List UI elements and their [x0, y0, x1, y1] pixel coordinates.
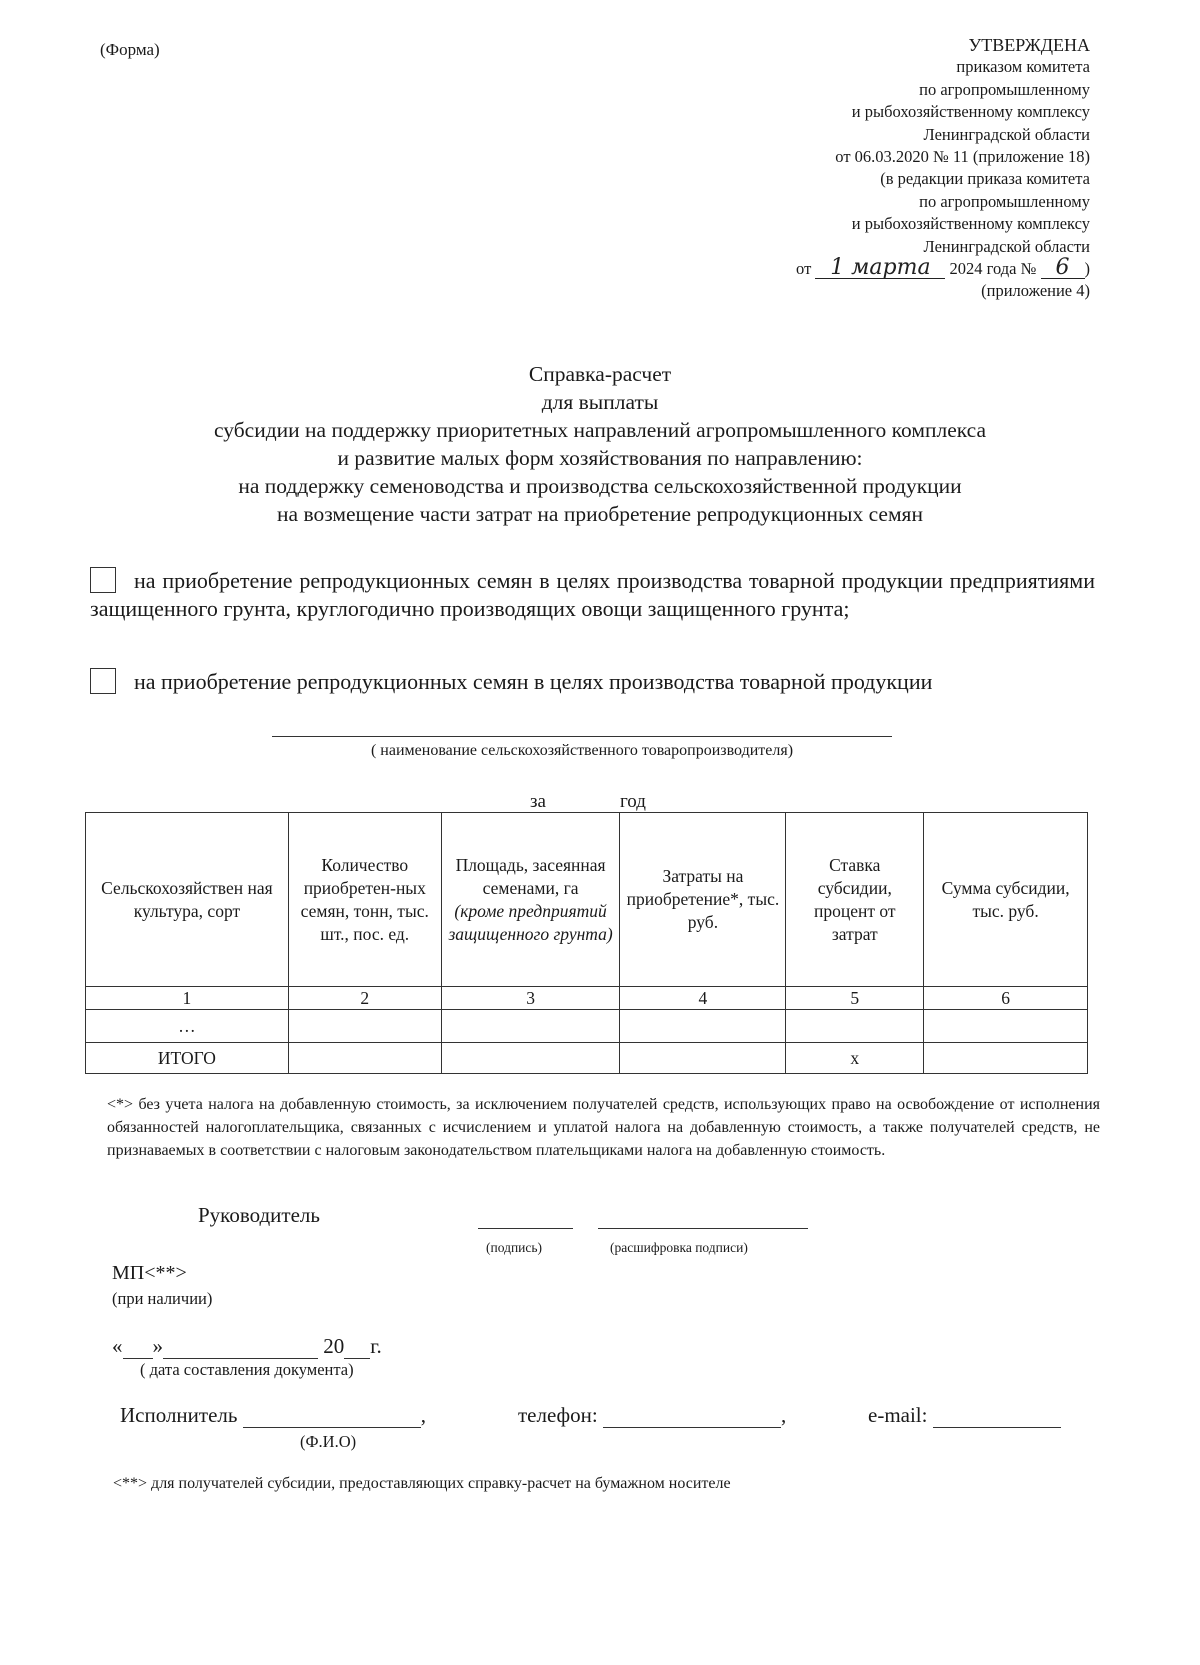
- phone-comma: ,: [780, 1403, 787, 1427]
- date-caption: ( дата составления документа): [140, 1360, 354, 1379]
- table-cell[interactable]: [620, 1010, 786, 1043]
- table-cell[interactable]: [786, 1010, 924, 1043]
- option-greenhouse-label: на приобретение репродукционных семян в целях производства товарной продукции предприятиями защищенного грунта, круглогодично производящих овощи защищенного грунта;: [90, 568, 1095, 621]
- phone-blank[interactable]: [603, 1409, 781, 1428]
- header-crop: Сельскохозяйствен ная культура, сорт: [86, 813, 289, 987]
- total-label: ИТОГО: [86, 1043, 289, 1074]
- table-header-row: [86, 813, 1088, 987]
- approved-line: (в редакции приказа комитета: [880, 169, 1090, 189]
- document-date: [112, 1334, 382, 1359]
- header-costs: Затраты на приобретение*, тыс. руб.: [620, 813, 786, 987]
- form-label: (Форма): [100, 40, 160, 59]
- amendment-line: [650, 255, 1090, 281]
- appendix-label: (приложение 4): [981, 281, 1090, 301]
- date-quote-open: «: [112, 1334, 123, 1358]
- table-cell[interactable]: [441, 1043, 620, 1074]
- period-god: год: [619, 791, 646, 812]
- email-field: [868, 1403, 1061, 1428]
- total-rate-mark: х: [786, 1043, 924, 1074]
- col-number: 5: [786, 987, 924, 1010]
- signature-caption: (подпись): [486, 1240, 543, 1255]
- date-month-blank[interactable]: [163, 1340, 318, 1359]
- signature-decode-caption: (расшифровка подписи): [610, 1240, 748, 1255]
- producer-caption: ( наименование сельскохозяйственного товаропроизводителя): [370, 742, 794, 759]
- amend-prefix: от: [796, 259, 812, 279]
- header-area-note: (кроме предприятий защищенного грунта): [448, 900, 613, 944]
- approved-line: по агропромышленному: [919, 79, 1090, 99]
- vat-footnote: <*> без учета налога на добавленную стоимость, за исключением получателей средств, использующих право на освобождение от исполнения обязанностей налогоплательщика, связанных с исчислением и уплатой налога на добавленную стоимость, а также получателей средств, не признаваемых в соответствии с налоговым законодательством плательщиками налога на добавленную стоимость.: [107, 1096, 1100, 1159]
- option-greenhouse: [90, 567, 1095, 623]
- title-line: для выплаты: [541, 390, 659, 414]
- date-quote-close: »: [152, 1334, 163, 1358]
- header-quantity: Количество приобретен-ных семян, тонн, тыс. шт., пос. ед.: [288, 813, 441, 987]
- executor-comma: ,: [420, 1403, 426, 1427]
- executor-field: [120, 1403, 426, 1428]
- date-year-prefix: 20: [323, 1334, 345, 1358]
- phone-label: телефон:: [518, 1403, 598, 1427]
- approved-line: Ленинградской области: [923, 236, 1090, 256]
- header-area-main: Площадь, засеянная семенами, га: [455, 854, 606, 898]
- table-row: [86, 1010, 1088, 1043]
- producer-name-line[interactable]: [272, 736, 892, 737]
- option-commercial-checkbox[interactable]: [90, 668, 116, 694]
- head-label: Руководитель: [198, 1203, 320, 1227]
- executor-label: Исполнитель: [120, 1403, 238, 1427]
- approved-line: приказом комитета: [956, 57, 1090, 77]
- paper-footnote: <**> для получателей субсидии, предоставляющих справку-расчет на бумажном носителе: [113, 1475, 731, 1492]
- title-line: на возмещение части затрат на приобретение репродукционных семян: [277, 502, 923, 526]
- table-cell[interactable]: [924, 1043, 1088, 1074]
- table-cell[interactable]: [620, 1043, 786, 1074]
- stamp-caption: (при наличии): [112, 1289, 213, 1308]
- approved-line: и рыбохозяйственному комплексу: [851, 102, 1090, 122]
- approved-title: УТВЕРЖДЕНА: [968, 35, 1090, 55]
- header-amount: Сумма субсидии, тыс. руб.: [924, 813, 1088, 987]
- col-number: 4: [620, 987, 786, 1010]
- approval-block: [650, 34, 1090, 303]
- option-commercial: [90, 668, 1095, 696]
- date-year-blank[interactable]: [344, 1340, 370, 1359]
- handwritten-number: 6: [1041, 258, 1085, 279]
- approved-line: по агропромышленному: [919, 191, 1090, 211]
- date-year-suffix: г.: [370, 1334, 382, 1358]
- table-number-row: [86, 987, 1088, 1010]
- col-number: 6: [924, 987, 1088, 1010]
- executor-blank[interactable]: [243, 1409, 421, 1428]
- fio-caption: (Ф.И.О): [300, 1432, 357, 1451]
- col-number: 3: [441, 987, 620, 1010]
- email-blank[interactable]: [933, 1409, 1061, 1428]
- period-line: [530, 791, 646, 813]
- amend-close: ): [1084, 259, 1090, 279]
- period-za: за: [530, 791, 546, 812]
- stamp-label: МП<**>: [112, 1262, 187, 1284]
- option-commercial-label: на приобретение репродукционных семян в целях производства товарной продукции: [134, 669, 933, 694]
- approved-line: и рыбохозяйственному комплексу: [851, 214, 1090, 234]
- document-title: [0, 360, 1200, 528]
- title-line: на поддержку семеноводства и производства сельскохозяйственной продукции: [238, 474, 962, 498]
- col-number: 2: [288, 987, 441, 1010]
- approved-line: Ленинградской области: [923, 124, 1090, 144]
- option-greenhouse-checkbox[interactable]: [90, 567, 116, 593]
- table-cell[interactable]: …: [86, 1010, 289, 1043]
- period-year-blank[interactable]: [552, 796, 614, 813]
- table-total-row: [86, 1043, 1088, 1074]
- email-label: e-mail:: [868, 1403, 928, 1427]
- header-rate: Ставка субсидии, процент от затрат: [786, 813, 924, 987]
- table-cell[interactable]: [924, 1010, 1088, 1043]
- header-area: [441, 813, 620, 987]
- table-cell[interactable]: [441, 1010, 620, 1043]
- amend-mid: 2024 года №: [949, 259, 1037, 279]
- title-line: Справка-расчет: [528, 362, 672, 386]
- subsidy-table: [85, 812, 1088, 1074]
- date-day-blank[interactable]: [123, 1340, 153, 1359]
- col-number: 1: [86, 987, 289, 1010]
- title-line: и развитие малых форм хозяйствования по направлению:: [337, 446, 863, 470]
- phone-field: [518, 1403, 786, 1428]
- signature-decode-line[interactable]: [598, 1228, 808, 1229]
- title-line: субсидии на поддержку приоритетных направлений агропромышленного комплекса: [213, 418, 986, 442]
- table-cell[interactable]: [288, 1043, 441, 1074]
- handwritten-date: 1 марта: [815, 258, 945, 279]
- table-cell[interactable]: [288, 1010, 441, 1043]
- approved-line: от 06.03.2020 № 11 (приложение 18): [835, 147, 1090, 167]
- signature-line[interactable]: [478, 1228, 573, 1229]
